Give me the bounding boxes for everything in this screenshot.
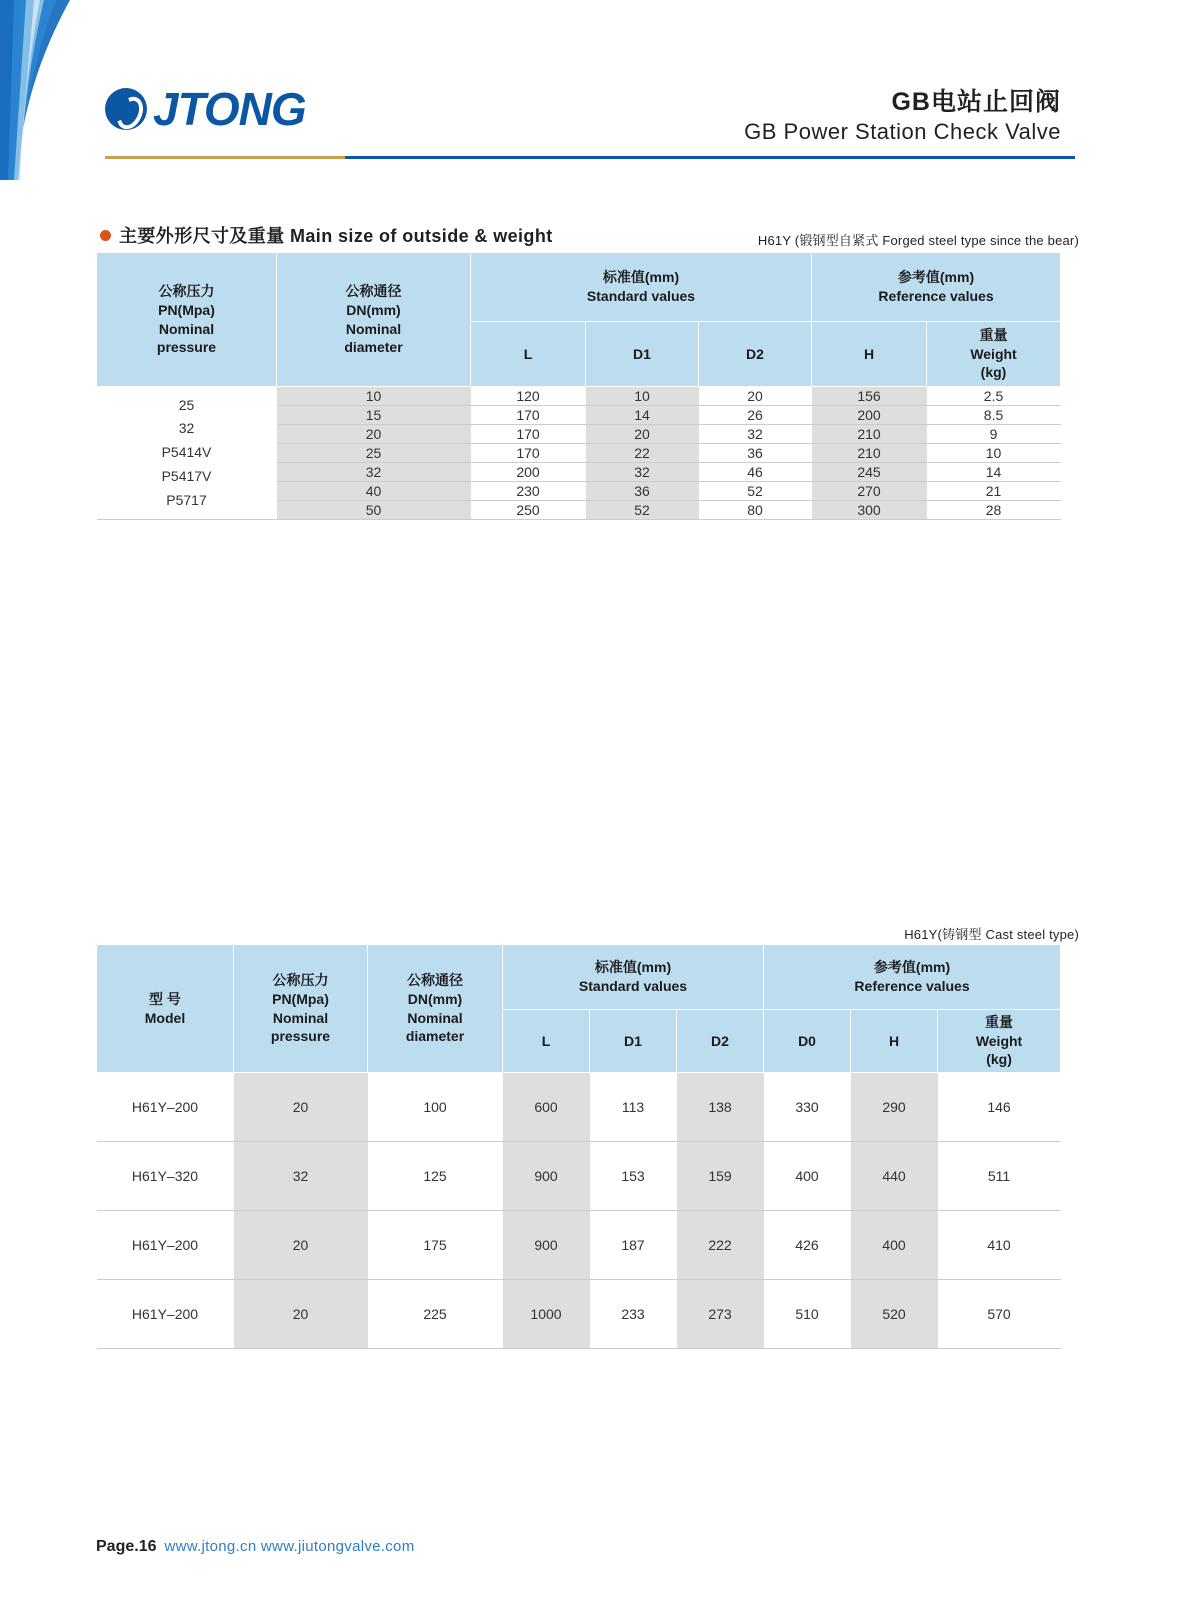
table-row	[97, 1073, 1061, 1142]
t2-header-d2: D2	[677, 1010, 764, 1073]
t2-cell-dn: 225	[368, 1280, 503, 1349]
t1-header-d1: D1	[586, 322, 699, 387]
t2-cell-l: 1000	[503, 1280, 590, 1349]
page-title-cn: GB电站止回阀	[891, 88, 1061, 116]
t2-cell-d0: 510	[764, 1280, 851, 1349]
t1-pressure-group	[97, 387, 277, 520]
t1-cell-h: 300	[812, 501, 927, 520]
t2-cell-h: 290	[851, 1073, 938, 1142]
t2-header-nominal-pressure: 公称压力 PN(Mpa) Nominal pressure	[234, 945, 368, 1073]
brand-logo-text: JTONG	[153, 83, 306, 135]
t2-cell-d1: 113	[590, 1073, 677, 1142]
section-heading-label: 主要外形尺寸及重量 Main size of outside & weight	[119, 226, 553, 246]
t1-cell-d1: 14	[586, 406, 699, 425]
t2-cell-dn: 100	[368, 1073, 503, 1142]
t2-cell-d0: 400	[764, 1142, 851, 1211]
t1-cell-d1: 52	[586, 501, 699, 520]
t2-header-l: L	[503, 1010, 590, 1073]
t2-cell-pn: 20	[234, 1211, 368, 1280]
t2-cell-weight: 511	[938, 1142, 1061, 1211]
t1-cell-dn: 32	[277, 463, 471, 482]
t2-cell-weight: 146	[938, 1073, 1061, 1142]
t2-cell-h: 440	[851, 1142, 938, 1211]
t2-cell-weight: 410	[938, 1211, 1061, 1280]
t2-header-d1: D1	[590, 1010, 677, 1073]
t1-cell-dn: 10	[277, 387, 471, 406]
pressure-value: P5417V	[161, 467, 212, 484]
swoosh-icon	[0, 0, 120, 180]
t1-cell-h: 270	[812, 482, 927, 501]
t2-header-model: 型 号 Model	[97, 945, 234, 1073]
footer-links[interactable]: www.jtong.cn www.jiutongvalve.com	[164, 1538, 415, 1555]
t1-body	[97, 387, 1061, 520]
t1-cell-h: 210	[812, 444, 927, 463]
t1-cell-d2: 32	[699, 425, 812, 444]
pressure-value: P5717	[166, 491, 207, 508]
t1-header-d2: D2	[699, 322, 812, 387]
t1-cell-d2: 46	[699, 463, 812, 482]
table-row	[97, 1211, 1061, 1280]
t2-header-h: H	[851, 1010, 938, 1073]
t1-cell-weight: 14	[927, 463, 1061, 482]
t2-body	[97, 1073, 1061, 1349]
page-number: Page.16	[96, 1538, 157, 1555]
t1-cell-h: 200	[812, 406, 927, 425]
t1-cell-d1: 22	[586, 444, 699, 463]
t1-cell-weight: 10	[927, 444, 1061, 463]
t1-cell-d1: 32	[586, 463, 699, 482]
t2-cell-l: 600	[503, 1073, 590, 1142]
t1-header-l: L	[471, 322, 586, 387]
page-footer	[96, 1538, 415, 1556]
t1-cell-d1: 10	[586, 387, 699, 406]
t2-cell-weight: 570	[938, 1280, 1061, 1349]
table-row	[97, 387, 1061, 406]
t2-header-weight: 重量 Weight (kg)	[938, 1010, 1061, 1073]
t2-cell-model: H61Y–200	[97, 1073, 234, 1142]
t1-cell-l: 170	[471, 406, 586, 425]
t2-header-d0: D0	[764, 1010, 851, 1073]
t2-cell-d2: 138	[677, 1073, 764, 1142]
table2-note: H61Y(铸钢型 Cast steel type)	[904, 927, 1079, 942]
t2-cell-model: H61Y–320	[97, 1142, 234, 1211]
t2-header-nominal-diameter: 公称通径 DN(mm) Nominal diameter	[368, 945, 503, 1073]
t2-cell-d1: 233	[590, 1280, 677, 1349]
t2-cell-d0: 426	[764, 1211, 851, 1280]
t1-cell-h: 245	[812, 463, 927, 482]
t1-cell-weight: 8.5	[927, 406, 1061, 425]
bullet-icon	[100, 230, 111, 241]
t2-cell-model: H61Y–200	[97, 1211, 234, 1280]
table-row	[97, 1142, 1061, 1211]
t1-cell-dn: 15	[277, 406, 471, 425]
pressure-value: 32	[178, 420, 195, 437]
t2-header-standard-values: 标准值(mm) Standard values	[503, 945, 764, 1010]
t1-cell-l: 120	[471, 387, 586, 406]
pressure-value: P5414V	[161, 444, 212, 461]
t1-cell-d2: 80	[699, 501, 812, 520]
t1-cell-dn: 50	[277, 501, 471, 520]
t2-cell-dn: 125	[368, 1142, 503, 1211]
t1-header-nominal-pressure: 公称压力 PN(Mpa) Nominal pressure	[97, 253, 277, 387]
t1-cell-h: 156	[812, 387, 927, 406]
t1-cell-l: 170	[471, 425, 586, 444]
t1-cell-weight: 28	[927, 501, 1061, 520]
brand-logo	[105, 82, 306, 136]
forged-steel-spec-table	[96, 252, 1061, 520]
t2-cell-model: H61Y–200	[97, 1280, 234, 1349]
t2-cell-d2: 159	[677, 1142, 764, 1211]
table-row	[97, 1280, 1061, 1349]
t2-cell-l: 900	[503, 1211, 590, 1280]
t2-cell-pn: 20	[234, 1280, 368, 1349]
t2-cell-pn: 20	[234, 1073, 368, 1142]
t1-cell-weight: 9	[927, 425, 1061, 444]
t1-cell-l: 230	[471, 482, 586, 501]
t2-cell-l: 900	[503, 1142, 590, 1211]
t2-cell-dn: 175	[368, 1211, 503, 1280]
t2-cell-d1: 187	[590, 1211, 677, 1280]
t2-cell-d0: 330	[764, 1073, 851, 1142]
t1-cell-dn: 40	[277, 482, 471, 501]
t2-cell-d1: 153	[590, 1142, 677, 1211]
t1-cell-d1: 20	[586, 425, 699, 444]
t1-cell-d2: 36	[699, 444, 812, 463]
header-rule-blue	[345, 156, 1075, 159]
t2-cell-d2: 222	[677, 1211, 764, 1280]
t1-header-nominal-diameter: 公称通径 DN(mm) Nominal diameter	[277, 253, 471, 387]
circle-j-icon	[105, 88, 147, 130]
t1-cell-weight: 2.5	[927, 387, 1061, 406]
t1-cell-l: 250	[471, 501, 586, 520]
t1-cell-h: 210	[812, 425, 927, 444]
t2-cell-d2: 273	[677, 1280, 764, 1349]
t1-header-weight: 重量 Weight (kg)	[927, 322, 1061, 387]
t2-header-reference-values: 参考值(mm) Reference values	[764, 945, 1061, 1010]
t1-header-reference-values: 参考值(mm) Reference values	[812, 253, 1061, 322]
section-heading	[100, 222, 553, 248]
t2-cell-pn: 32	[234, 1142, 368, 1211]
decorative-swoosh	[0, 0, 120, 180]
t1-cell-d2: 26	[699, 406, 812, 425]
t1-cell-dn: 20	[277, 425, 471, 444]
t1-header-h: H	[812, 322, 927, 387]
t1-cell-d1: 36	[586, 482, 699, 501]
header-rule-gold	[105, 156, 345, 159]
cast-steel-spec-table	[96, 944, 1061, 1349]
t2-cell-h: 520	[851, 1280, 938, 1349]
page-header	[0, 0, 1179, 172]
t2-cell-h: 400	[851, 1211, 938, 1280]
t1-cell-dn: 25	[277, 444, 471, 463]
t1-cell-l: 170	[471, 444, 586, 463]
t1-cell-l: 200	[471, 463, 586, 482]
t1-cell-weight: 21	[927, 482, 1061, 501]
t1-cell-d2: 52	[699, 482, 812, 501]
t1-header-standard-values: 标准值(mm) Standard values	[471, 253, 812, 322]
pressure-value: 25	[178, 396, 195, 413]
table1-note: H61Y (锻钢型自紧式 Forged steel type since the bear)	[757, 233, 1079, 248]
t1-cell-d2: 20	[699, 387, 812, 406]
page-title-en: GB Power Station Check Valve	[744, 119, 1061, 144]
